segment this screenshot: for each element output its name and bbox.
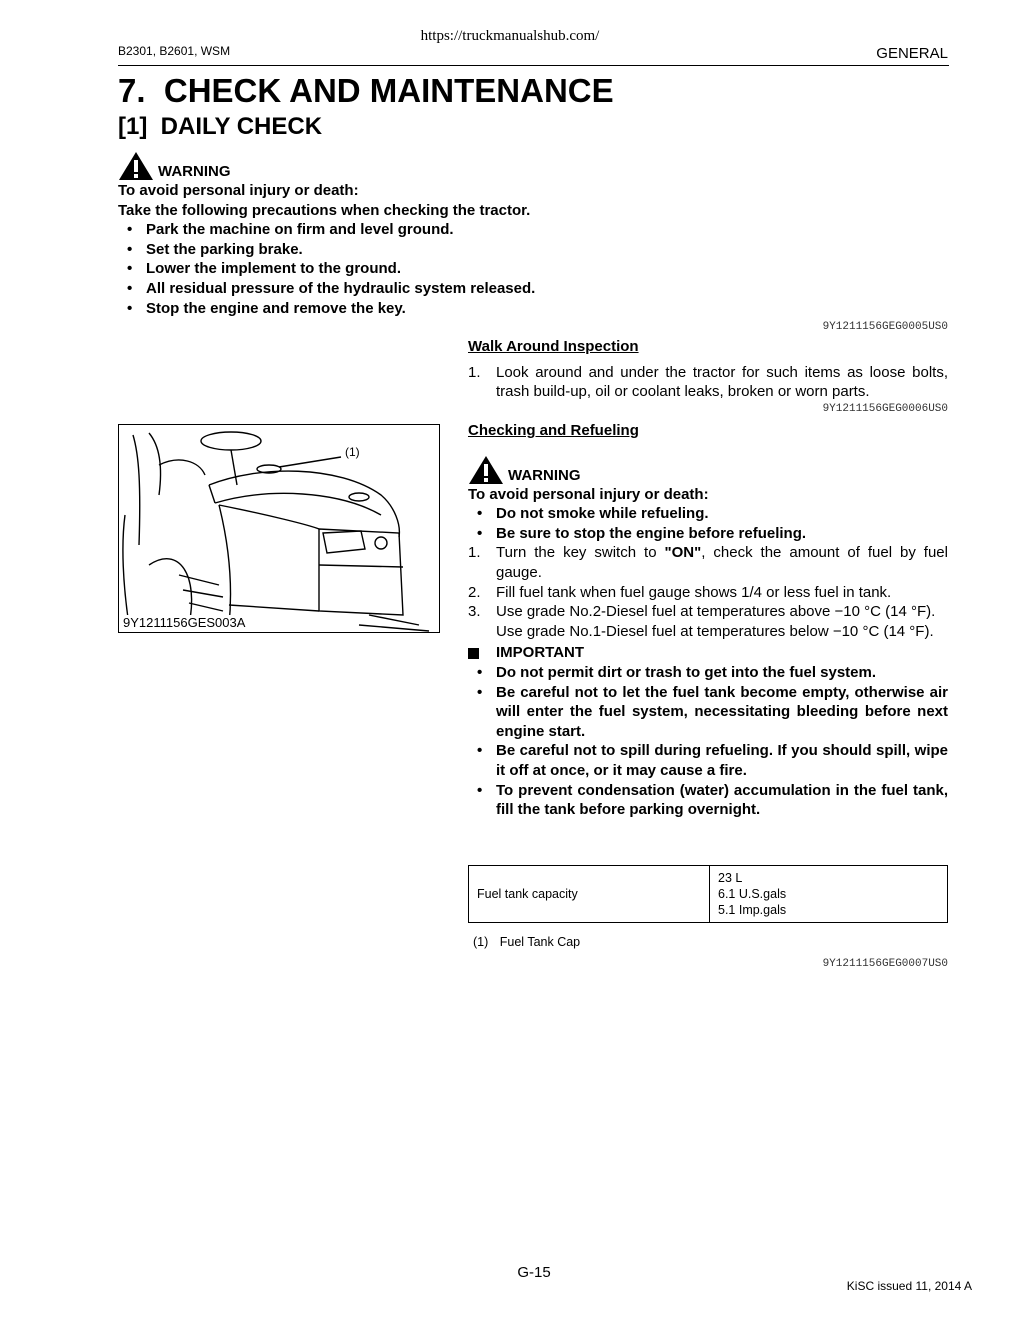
table-row [469,866,948,923]
table-cell-label: Fuel tank capacity [469,866,710,923]
header-divider [118,65,949,66]
capacity-value: 5.1 Imp.gals [718,903,787,917]
square-bullet-icon [468,648,479,659]
item-number: 1. [468,544,481,562]
refueling-title: Checking and Refueling [468,422,639,439]
warning-intro: To avoid personal injury or death: [118,182,359,199]
list-item: • Set the parking brake. [118,240,818,260]
walk-around-list [468,363,948,402]
item-number: 1. [468,363,481,381]
step-text: Use grade No.1-Diesel fuel at temperatures below −10 °C (14 °F). [496,622,934,640]
warning-triangle-icon [118,151,154,181]
list-item [468,602,948,641]
step-emphasis: "ON" [664,544,702,562]
figure-legend [473,935,580,949]
page-number: G-15 [517,1264,551,1281]
list-item: • Park the machine on firm and level ground. [118,220,818,240]
important-heading [468,643,948,663]
capacity-table-wrap [468,865,948,923]
legend-text: Fuel Tank Cap [499,935,581,949]
warning-list [468,504,948,543]
list-item: • Be sure to stop the engine before refueling. [468,524,948,544]
tractor-illustration [119,425,439,632]
figure-id: 9Y1211156GES003A [123,615,246,630]
warning-label: WARNING [158,163,231,180]
issue-note: KiSC issued 11, 2014 A [846,1279,972,1293]
model-header: B2301, B2601, WSM [118,44,231,58]
warning-triangle-icon [468,455,504,485]
walk-around-section [468,337,948,402]
warning-heading [118,151,818,181]
warning-intro: To avoid personal injury or death: [468,485,709,503]
step-text: Fill fuel tank when fuel gauge shows 1/4 or less fuel in tank. [496,583,892,601]
figure-callout: (1) [345,445,360,459]
table-cell-values [710,866,948,923]
step-text: , check the amount of fuel by fuel gauge. [496,544,948,581]
list-item [468,583,948,603]
list-item: • All residual pressure of the hydraulic system released. [118,279,818,299]
chapter-title: 7. CHECK AND MAINTENANCE [118,72,614,109]
item-number: 2. [468,583,481,601]
section-header: GENERAL [876,45,948,62]
list-item: • Be careful not to let the fuel tank become empty, otherwise air will enter the fuel system, necessitating bleeding before next engine start. [468,683,948,742]
walk-around-title: Walk Around Inspection [468,338,639,355]
capacity-value: 6.1 U.S.gals [718,887,787,901]
step-text: Use grade No.2-Diesel fuel at temperatures above −10 °C (14 °F). [496,603,936,621]
warning-block [118,151,818,318]
reference-code: 9Y1211156GEG0006US0 [822,403,948,415]
refueling-section [468,421,948,820]
legend-number: (1) [473,935,489,949]
list-item: • Be careful not to spill during refueling. If you should spill, wipe it off at once, or it may cause a fire. [468,741,948,780]
capacity-table [468,865,948,923]
item-number: 3. [468,603,481,621]
step-text: Turn the key switch to [496,544,665,562]
list-item: • Do not smoke while refueling. [468,504,948,524]
list-item: • Do not permit dirt or trash to get into the fuel system. [468,663,948,683]
list-item: • To prevent condensation (water) accumulation in the fuel tank, fill the tank before parking overnight. [468,781,948,820]
list-item [468,363,948,402]
section-title: [1] DAILY CHECK [118,113,323,140]
reference-code: 9Y1211156GEG0007US0 [822,958,948,970]
warning-label: WARNING [508,466,581,484]
warning-heading [468,455,948,485]
capacity-value: 23 L [718,871,743,885]
tractor-figure [118,424,440,633]
refueling-steps [468,543,948,641]
list-item: • Lower the implement to the ground. [118,259,818,279]
important-list [468,663,948,820]
important-label: IMPORTANT [496,644,585,662]
precaution-list [118,220,818,318]
reference-code: 9Y1211156GEG0005US0 [822,321,948,333]
list-item [468,543,948,582]
item-text: Look around and under the tractor for such items as loose bolts, trash build-up, oil or coolant leaks, broken or worn parts. [496,363,948,401]
source-url[interactable]: https://truckmanualshub.com/ [420,28,600,44]
warning-intro-2: Take the following precautions when checking the tractor. [118,201,531,219]
list-item: • Stop the engine and remove the key. [118,299,818,319]
